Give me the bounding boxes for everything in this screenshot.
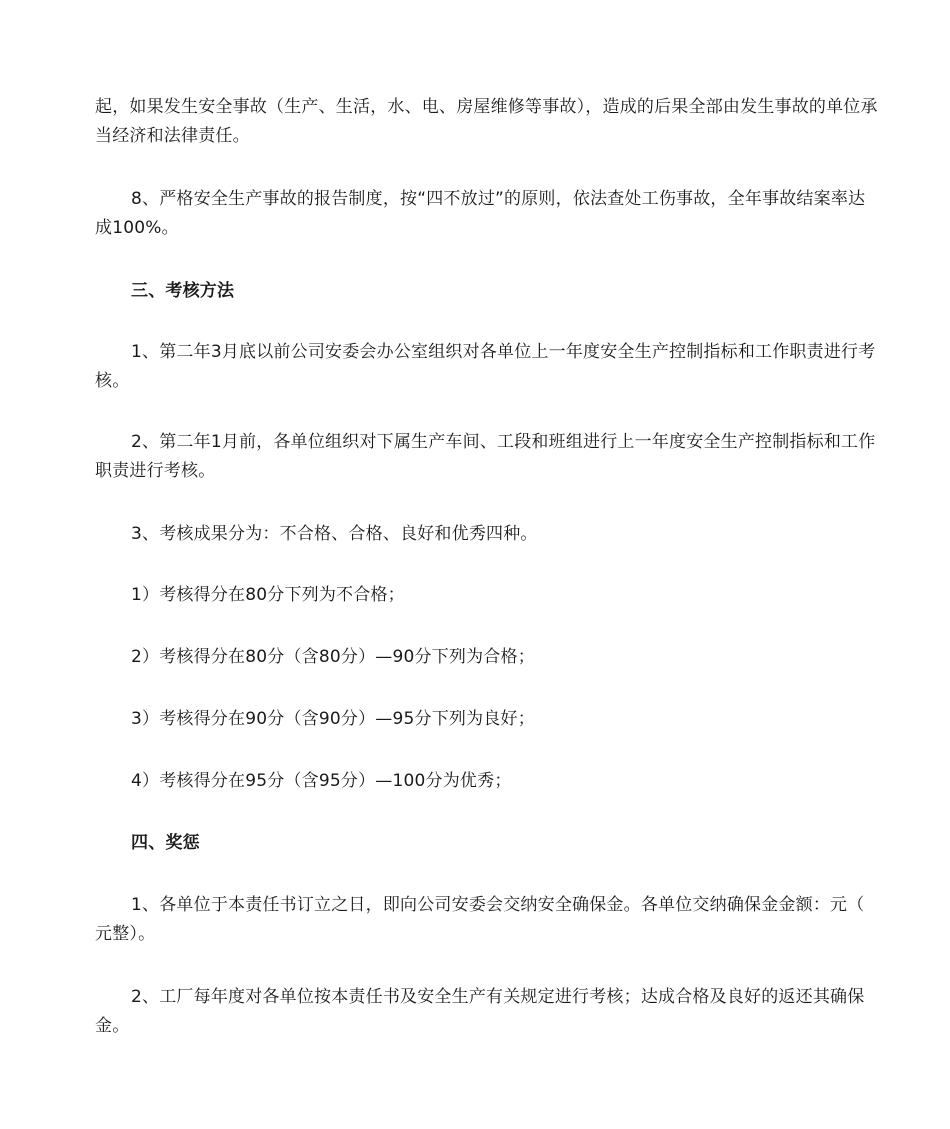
paragraph-assessment-2: 2、第二年1月前，各单位组织对下属生产车间、工段和班组进行上一年度安全生产控制指标和工作职责进行考核。 — [95, 432, 876, 481]
list-item-grade-excellent: 4）考核得分在95分（含95分）—100分为优秀； — [131, 771, 512, 791]
paragraph-accident-liability: 起，如果发生安全事故（生产、生活，水、电、房屋维修等事故），造成的后果全部由发生事故的单位承当经济和法律责任。 — [95, 97, 878, 146]
paragraph-assessment-3: 3、考核成果分为：不合格、合格、良好和优秀四种。 — [131, 524, 538, 544]
section-heading-assessment: 三、考核方法 — [131, 281, 235, 301]
section-heading-rewards-penalties: 四、奖惩 — [131, 833, 200, 853]
list-item-grade-fail: 1）考核得分在80分下列为不合格； — [131, 585, 405, 605]
paragraph-deposit-1: 1、各单位于本责任书订立之日，即向公司安委会交纳安全确保金。各单位交纳确保金金额：元（ 元整）。 — [95, 895, 888, 944]
paragraph-deposit-2: 2、工厂每年度对各单位按本责任书及安全生产有关规定进行考核；达成合格及良好的返还其确保金。 — [95, 987, 865, 1036]
paragraph-assessment-1: 1、第二年3月底以前公司安委会办公室组织对各单位上一年度安全生产控制指标和工作职责进行考核。 — [95, 342, 876, 391]
list-item-grade-pass: 2）考核得分在80分（含80分）—90分下列为合格； — [131, 647, 535, 667]
paragraph-item-8: 8、严格安全生产事故的报告制度，按“四不放过”的原则，依法查处工伤事故，全年事故结案率达成100%。 — [95, 189, 866, 238]
list-item-grade-good: 3）考核得分在90分（含90分）—95分下列为良好； — [131, 709, 535, 729]
